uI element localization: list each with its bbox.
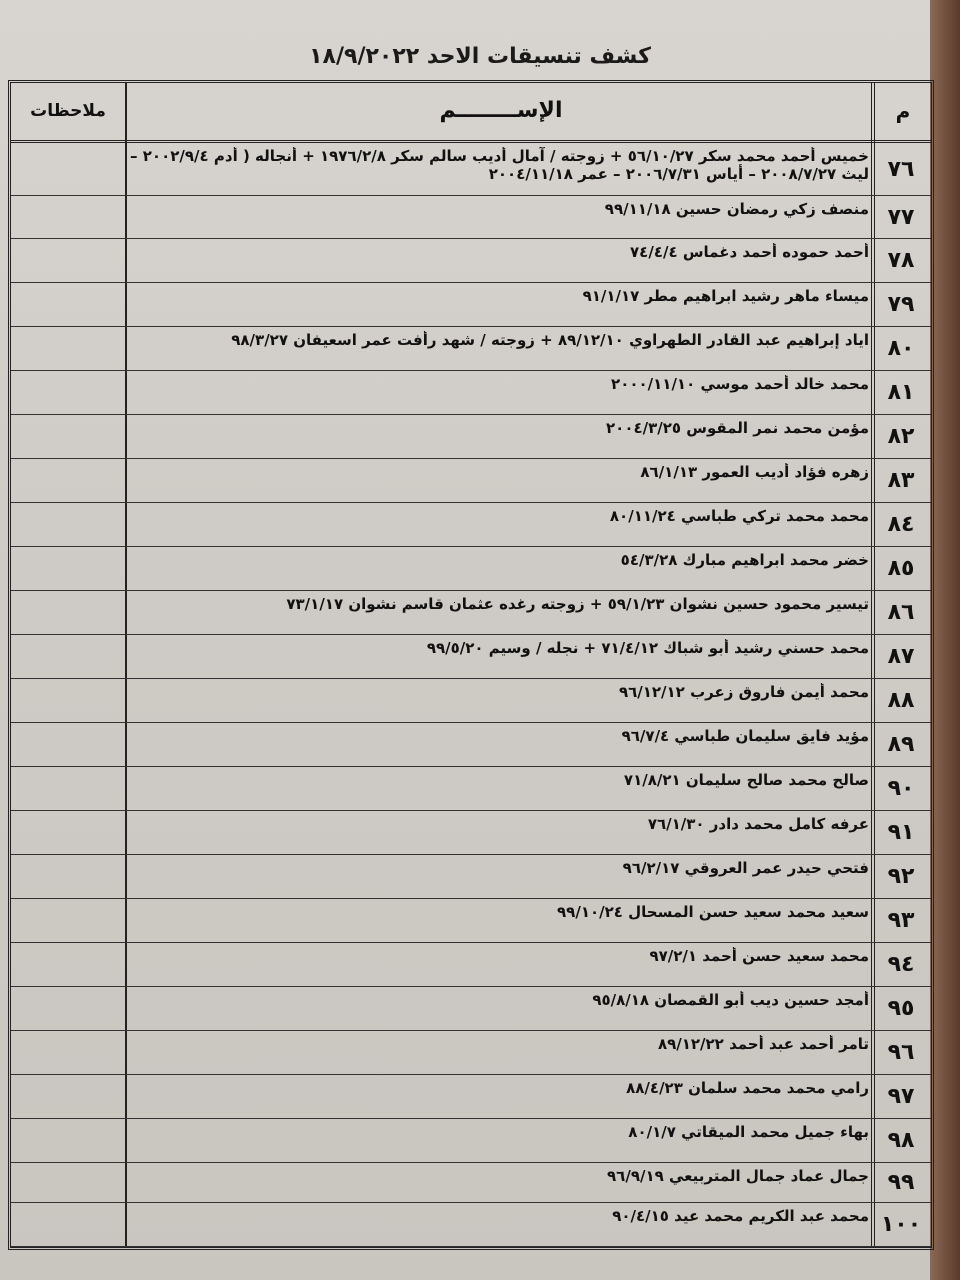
row-notes	[11, 811, 125, 854]
row-name: اياد إبراهيم عبد القادر الطهراوي ٨٩/١٢/١٠ + زوجته / شهد رأفت عمر اسعيفان ٩٨/٣/٢٧	[231, 331, 869, 349]
table-row	[11, 723, 931, 767]
row-number: ٩٦	[887, 1040, 915, 1065]
row-name: عرفه كامل محمد دادر ٧٦/١/٣٠	[647, 815, 869, 833]
table-row	[11, 855, 931, 899]
row-name: زهره فؤاد أديب العمور ٨٦/١/١٣	[640, 463, 869, 481]
row-name: فتحي حيدر عمر العروقي ٩٦/٢/١٧	[622, 859, 869, 877]
row-name: محمد حسني رشيد أبو شباك ٧١/٤/١٢ + نجله / وسيم ٩٩/٥/٢٠	[426, 639, 869, 657]
header-notes: ملاحظات	[30, 101, 106, 121]
table-row	[11, 283, 931, 327]
row-number: ٨٩	[887, 732, 915, 757]
row-name: منصف زكي رمضان حسين ٩٩/١١/١٨	[604, 200, 869, 218]
table-row	[11, 591, 931, 635]
table-row	[11, 1075, 931, 1119]
table-row	[11, 143, 931, 196]
row-notes	[11, 239, 125, 282]
row-number: ٨٨	[887, 688, 915, 713]
table-row	[11, 1163, 931, 1203]
row-number: ٨٥	[887, 556, 915, 581]
row-notes	[11, 1163, 125, 1202]
header-number: م	[895, 99, 911, 123]
row-notes	[11, 283, 125, 326]
table-row	[11, 547, 931, 591]
row-number: ٩٩	[887, 1170, 915, 1195]
row-notes	[11, 547, 125, 590]
row-number: ٩٢	[887, 864, 915, 889]
table-row	[11, 1119, 931, 1163]
table-row	[11, 1031, 931, 1075]
row-notes	[11, 143, 125, 195]
page-title: كشف تنسيقات الاحد ١٨/٩/٢٠٢٢	[309, 44, 651, 69]
row-name: أحمد حموده أحمد دغماس ٧٤/٤/٤	[630, 243, 869, 261]
row-notes	[11, 723, 125, 766]
table-row	[11, 943, 931, 987]
row-notes	[11, 591, 125, 634]
row-name: خضر محمد ابراهيم مبارك ٥٤/٣/٢٨	[620, 551, 869, 569]
row-number: ٧٧	[887, 204, 915, 230]
row-notes	[11, 767, 125, 810]
names-table	[8, 80, 934, 1250]
row-number: ٩٧	[887, 1084, 915, 1109]
table-header	[11, 83, 931, 143]
header-name: الإســــــــم	[439, 98, 563, 123]
table-row	[11, 196, 931, 239]
row-notes	[11, 679, 125, 722]
table-row	[11, 459, 931, 503]
table-row	[11, 899, 931, 943]
row-notes	[11, 943, 125, 986]
row-notes	[11, 1119, 125, 1162]
row-number: ٩٨	[887, 1128, 915, 1153]
table-row	[11, 371, 931, 415]
row-notes	[11, 503, 125, 546]
row-number: ١٠٠	[880, 1212, 922, 1237]
row-number: ٨٧	[887, 644, 915, 669]
row-name: خميس أحمد محمد سكر ٥٦/١٠/٢٧ + زوجته / آمال أديب سالم سكر ١٩٧٦/٢/٨ + أنجاله ( أدم ٢٠٠٢/٩/٤ – ليث ٢٠٠٨/٧/٢٧ – أياس ٢٠٠٦/٧/٣١ – عمر ٢٠٠٤/١١/١٨	[130, 147, 869, 183]
table-row	[11, 767, 931, 811]
row-name: مؤمن محمد نمر المقوس ٢٠٠٤/٣/٢٥	[606, 419, 869, 437]
row-number: ٨١	[887, 380, 915, 405]
row-name: ميساء ماهر رشيد ابراهيم مطر ٩١/١/١٧	[582, 287, 869, 305]
row-notes	[11, 371, 125, 414]
row-name: مؤيد فايق سليمان طباسي ٩٦/٧/٤	[621, 727, 869, 745]
table-row	[11, 679, 931, 723]
row-name: أمجد حسين ديب أبو القمصان ٩٥/٨/١٨	[592, 991, 869, 1009]
row-name: رامي محمد محمد سلمان ٨٨/٤/٢٣	[626, 1079, 869, 1097]
row-number: ٩١	[887, 820, 915, 845]
row-number: ٨٣	[887, 468, 915, 493]
row-name: صالح محمد صالح سليمان ٧١/٨/٢١	[623, 771, 869, 789]
row-name: محمد أيمن فاروق زعرب ٩٦/١٢/١٢	[618, 683, 869, 701]
row-number: ٧٩	[887, 292, 915, 317]
table-row	[11, 987, 931, 1031]
row-name: محمد سعيد حسن أحمد ٩٧/٢/١	[649, 947, 869, 965]
table-row	[11, 415, 931, 459]
row-name: محمد عبد الكريم محمد عيد ٩٠/٤/١٥	[612, 1207, 869, 1225]
row-number: ٩٥	[887, 996, 915, 1021]
row-notes	[11, 196, 125, 238]
row-notes	[11, 855, 125, 898]
table-row	[11, 1203, 931, 1247]
table-row	[11, 239, 931, 283]
row-number: ٧٨	[887, 248, 915, 273]
row-notes	[11, 459, 125, 502]
row-name: جمال عماد جمال المتربيعي ٩٦/٩/١٩	[607, 1167, 869, 1185]
row-notes	[11, 635, 125, 678]
table-row	[11, 811, 931, 855]
row-notes	[11, 415, 125, 458]
row-number: ٧٦	[887, 156, 915, 182]
row-number: ٨٢	[887, 424, 915, 449]
row-name: سعيد محمد سعيد حسن المسحال ٩٩/١٠/٢٤	[557, 903, 869, 921]
row-name: محمد محمد تركي طباسي ٨٠/١١/٢٤	[609, 507, 869, 525]
row-number: ٩٤	[887, 952, 915, 977]
table-row	[11, 503, 931, 547]
row-notes	[11, 1203, 125, 1246]
row-notes	[11, 899, 125, 942]
row-number: ٩٣	[887, 908, 915, 933]
row-number: ٨٤	[887, 512, 915, 537]
row-number: ٨٠	[887, 336, 915, 361]
row-name: محمد خالد أحمد موسي ٢٠٠٠/١١/١٠	[611, 375, 869, 393]
row-notes	[11, 1031, 125, 1074]
background-surface	[930, 0, 960, 1280]
row-number: ٨٦	[887, 600, 915, 625]
row-notes	[11, 327, 125, 370]
row-name: تامر أحمد عبد أحمد ٨٩/١٢/٢٢	[657, 1035, 869, 1053]
row-number: ٩٠	[887, 776, 915, 801]
row-name: بهاء جميل محمد الميقاتي ٨٠/١/٧	[628, 1123, 869, 1141]
row-name: تيسير محمود حسين نشوان ٥٩/١/٢٣ + زوجته رغده عثمان قاسم نشوان ٧٣/١/١٧	[286, 595, 869, 613]
table-row	[11, 635, 931, 679]
row-notes	[11, 987, 125, 1030]
row-notes	[11, 1075, 125, 1118]
table-row	[11, 327, 931, 371]
